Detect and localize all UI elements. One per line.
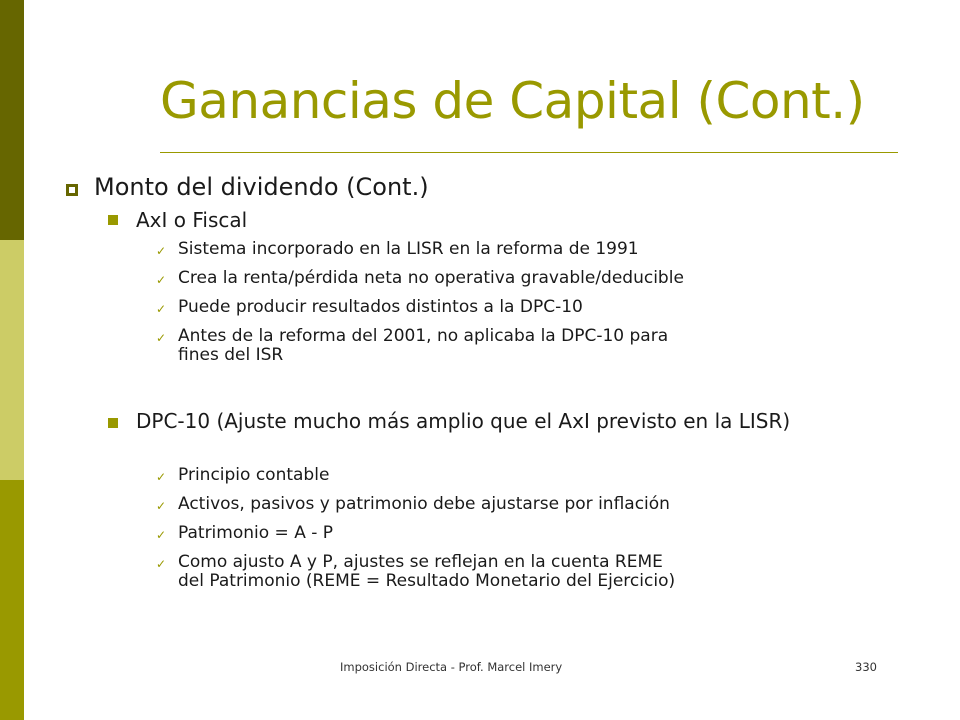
list-item: Puede producir resultados distintos a la DPC-10: [178, 297, 583, 317]
list-item: Principio contable: [178, 465, 330, 485]
footer-text: Imposición Directa - Prof. Marcel Imery: [340, 660, 563, 674]
group-heading-axi: AxI o Fiscal: [136, 208, 248, 232]
list-item: Activos, pasivos y patrimonio debe ajustarse por inflación: [178, 494, 670, 514]
checkmark-icon: ✓: [156, 331, 167, 345]
list-item: Antes de la reforma del 2001, no aplicaba la DPC-10 para fines del ISR: [178, 326, 669, 365]
checkmark-icon: ✓: [156, 302, 167, 316]
checkmark-icon: ✓: [156, 470, 167, 484]
list-item: Sistema incorporado en la LISR en la reforma de 1991: [178, 239, 639, 259]
checkmark-icon: ✓: [156, 273, 167, 287]
square-bullet-icon: [108, 418, 118, 428]
level1-bullet-text: Monto del dividendo (Cont.): [94, 173, 429, 201]
list-item: Como ajusto A y P, ajustes se reflejan en la cuenta REME del Patrimonio (REME = Resultado Monetario del Ejercicio): [178, 552, 676, 591]
page-number: 330: [855, 660, 877, 674]
slide-title: Ganancias de Capital (Cont.): [160, 72, 865, 130]
group-heading-dpc10: DPC-10 (Ajuste mucho más amplio que el AxI previsto en la LISR): [136, 409, 791, 433]
square-bullet-icon: [66, 184, 78, 196]
checkmark-icon: ✓: [156, 244, 167, 258]
list-item: Patrimonio = A - P: [178, 523, 334, 543]
checkmark-icon: ✓: [156, 557, 167, 571]
checkmark-icon: ✓: [156, 528, 167, 542]
list-item: Crea la renta/pérdida neta no operativa gravable/deducible: [178, 268, 684, 288]
square-bullet-icon: [108, 215, 118, 225]
checkmark-icon: ✓: [156, 499, 167, 513]
